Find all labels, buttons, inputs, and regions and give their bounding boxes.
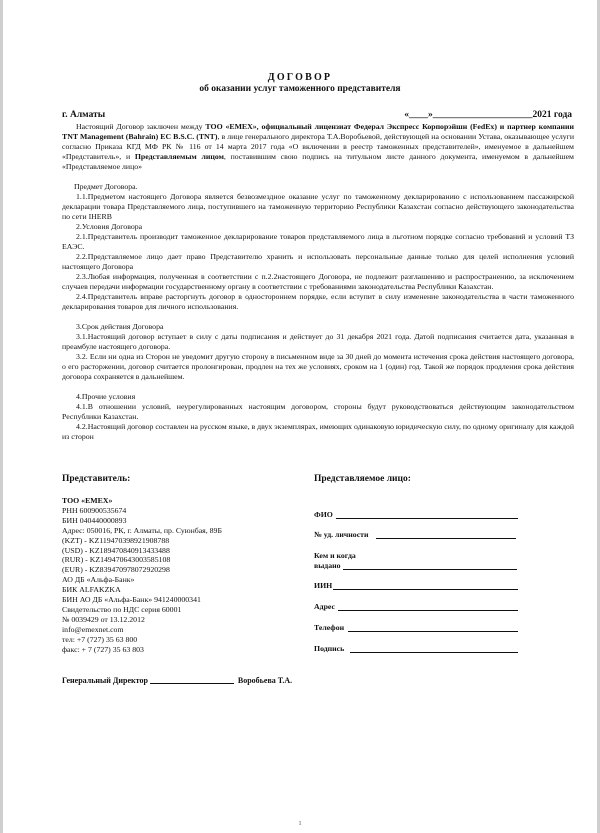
preamble: Настоящий Договор заключен между ТОО «EMEX», официальный лицензиат Федерал Экспресс Корпорэйшн (FedEx) и партнер компании TNT Management (Bahrain) EC B.S.C. (TNT), в лице генерального директора Т.А.Воробьевой, действующей на основании Устава, оказывающее услуги согласно Приказа КГД МФ РК № 116 от 14 марта 2017 года «О включении в реестр таможенных представителей», именуемое в дальнейшем «Представитель», и Представляемым лицом, поставившим свою подпись на титульном листе данного документа, именуемом в дальнейшем «Представляемое лицо» bbox=[62, 122, 574, 171]
clause-4-1: 4.1.В отношении условий, неурегулированных настоящим договором, стороны будут руководствоваться действующим законодательством Республики Казахстан. bbox=[62, 402, 574, 421]
passport-field[interactable] bbox=[376, 538, 516, 539]
address-field[interactable] bbox=[338, 610, 518, 611]
contract-date: «____»_____________________2021 года bbox=[404, 110, 572, 120]
clause-2-1: 2.1.Представитель производит таможенное декларирование товаров представляемого лица в льготном порядке согласно требований и условий ТЗ ЕАЭС. bbox=[62, 232, 574, 251]
signature-field[interactable] bbox=[350, 652, 518, 653]
signature-label: Подпись bbox=[314, 644, 345, 653]
issued-by-label-2: выдано bbox=[314, 561, 341, 570]
phone-field[interactable] bbox=[348, 631, 518, 632]
director-label: Генеральный Директор bbox=[62, 676, 148, 685]
phone-label: Телефон bbox=[314, 623, 345, 632]
director-signature-line bbox=[62, 676, 292, 685]
page-edge-left bbox=[0, 0, 3, 833]
rep-rnn: РНН 600900535674 bbox=[62, 505, 127, 515]
section-4-title: 4.Прочие условия bbox=[76, 392, 136, 401]
passport-label: № уд. личности bbox=[314, 530, 369, 539]
rep-account-usd: (USD) - KZ189470840913433488 bbox=[62, 545, 170, 555]
representative-heading: Представитель: bbox=[62, 474, 131, 484]
rep-email: info@emexnet.com bbox=[62, 624, 124, 634]
clause-3-2: 3.2. Если ни одна из Сторон не уведомит другую сторону в письменном виде за 30 дней до момента истечения срока действия настоящего договора, о его расторжении, договор считается пролонгирован, продлен на тех же условиях, сроком на 1 (один) год. Такой же порядок продления срока действия договора сохраняется в дальнейшем. bbox=[62, 352, 574, 381]
contract-city: г. Алматы bbox=[62, 110, 106, 120]
rep-bin: БИН 040440000893 bbox=[62, 515, 127, 525]
section-1-title: Предмет Договора. bbox=[74, 182, 138, 191]
client-heading: Представляемое лицо: bbox=[314, 474, 411, 484]
director-signature-blank[interactable] bbox=[150, 683, 234, 684]
iin-field[interactable] bbox=[333, 589, 518, 590]
contract-body bbox=[62, 122, 574, 442]
clause-3-1: 3.1.Настоящий договор вступает в силу с даты подписания и действует до 31 декабря 2021 года. Датой подписания считается дата, указанная в преамбуле настоящего договора. bbox=[62, 332, 574, 351]
rep-fax: факс: + 7 (727) 35 63 803 bbox=[62, 644, 144, 654]
iin-label: ИИН bbox=[314, 581, 333, 590]
section-3-title: 3.Срок действия Договора bbox=[76, 322, 164, 331]
rep-bank-bin: БИН АО ДБ «Альфа-Банк» 941240000341 bbox=[62, 595, 201, 605]
clause-1-1: 1.1.Предметом настоящего Договора является безвозмездное оказание услуг по таможенному декларированию с использованием пассажирской декларации товара Представляемого лица, поступившего на таможенную территорию Республики Казахстан согласно действующего законодательства по сети IHERB bbox=[62, 192, 574, 221]
representative-name: ТОО «EMEX» bbox=[62, 496, 113, 505]
rep-vat-number: № 0039429 от 13.12.2012 bbox=[62, 614, 145, 624]
representative-details bbox=[62, 496, 292, 655]
clause-2-4: 2.4.Представитель вправе расторгнуть договор в одностороннем порядке, если вступит в силу изменение законодательства в части таможенного декларирования товаров для личного использования. bbox=[62, 292, 574, 311]
issued-by-field[interactable] bbox=[343, 569, 517, 570]
fio-field[interactable] bbox=[336, 518, 518, 519]
contract-title: ДОГОВОР bbox=[267, 72, 333, 83]
address-label: Адрес bbox=[314, 602, 335, 611]
clause-2-3: 2.3.Любая информация, полученная в соответствии с п.2.2настоящего Договора, не подлежит разглашению и распространению, за исключением случаев передачи информации государственному органу в соответствии с требованиями законодательства Республики Казахстан. bbox=[62, 272, 574, 291]
rep-vat-certificate: Свидетельство по НДС серия 60001 bbox=[62, 604, 182, 614]
rep-bik: БИК ALFAKZKA bbox=[62, 585, 121, 595]
page-number: 1 bbox=[298, 820, 302, 827]
rep-bank: АО ДБ «Альфа-Банк» bbox=[62, 575, 135, 585]
clause-4-2: 4.2.Настоящий договор составлен на русском языке, в двух экземплярах, имеющих одинаковую юридическую силу, по одному оригиналу для каждой из сторон bbox=[62, 422, 574, 441]
section-2-title: 2.Условия Договора bbox=[76, 222, 143, 231]
rep-account-eur: (EUR) - KZ839470978072920298 bbox=[62, 565, 170, 575]
director-name: Воробьева Т.А. bbox=[237, 676, 293, 685]
rep-address: Адрес: 050016, РК, г. Алматы, пр. Суюнбая, 89Б bbox=[62, 525, 222, 535]
clause-2-2: 2.2.Представляемое лицо дает право Представителю хранить и использовать персональные данные только для целей исполнения условий настоящего Договора bbox=[62, 252, 574, 271]
fio-label: ФИО bbox=[314, 510, 333, 519]
rep-account-rur: (RUR) - KZ149470643003585108 bbox=[62, 555, 171, 565]
rep-phone: тел: +7 (727) 35 63 800 bbox=[62, 634, 138, 644]
contract-subtitle: об оказании услуг таможенного представителя bbox=[199, 84, 401, 94]
issued-by-label: Кем и когда bbox=[314, 551, 356, 560]
rep-account-kzt: (KZT) - KZ119470398921908788 bbox=[62, 535, 170, 545]
